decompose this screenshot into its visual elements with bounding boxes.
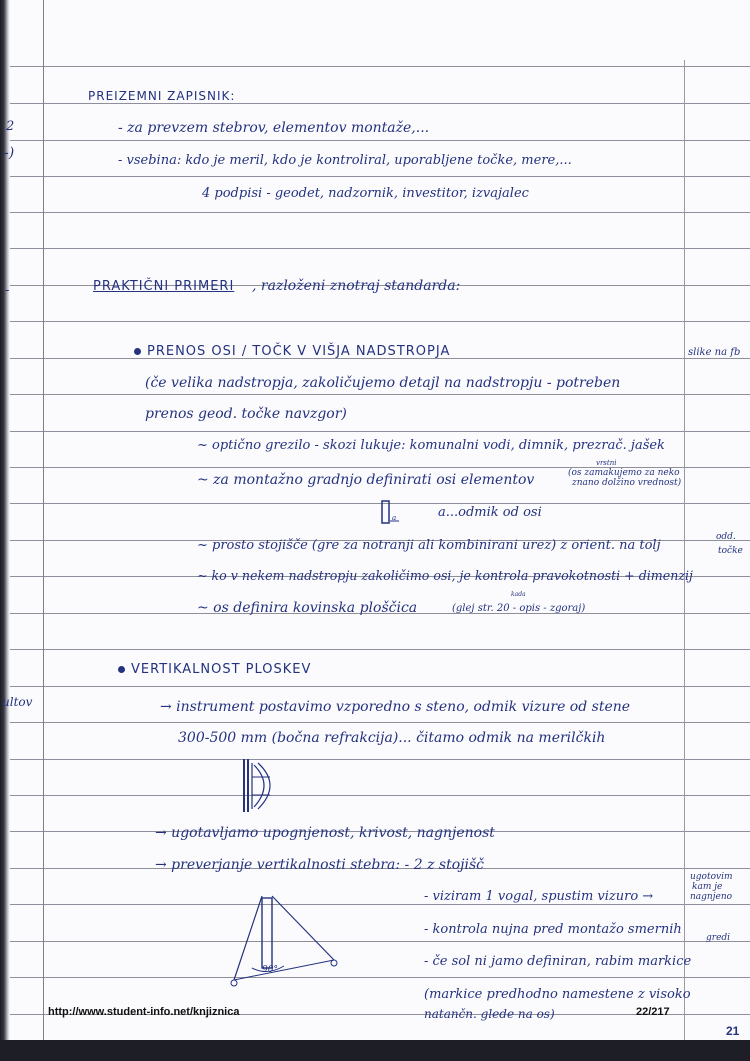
note-line: (markice predhodno namestene z visoko	[424, 987, 691, 1002]
note-line: ~ os definira kovinska ploščica	[197, 600, 418, 616]
note-line: ~ prosto stojišče (gre za notranji ali kombinirani urez) z orient. na tolj	[197, 538, 661, 553]
small-note: odd.	[716, 532, 736, 542]
note-line: 4 podpisi - geodet, nadzornik, investitor, izvajalec	[202, 186, 529, 201]
small-note: kada	[511, 591, 526, 598]
note-line: a...odmik od osi	[438, 505, 542, 520]
small-note: točke	[718, 546, 743, 556]
ruled-line	[10, 686, 750, 687]
left-margin-line	[43, 0, 44, 1040]
note-line: - vsebina: kdo je meril, kdo je kontroliral, uporabljene točke, mere,...	[118, 153, 572, 168]
ruled-line	[10, 649, 750, 650]
footer-url: http://www.student-info.net/knjiznica	[48, 1006, 240, 1018]
small-note: kam je	[692, 882, 723, 892]
note-line: - kontrola nujna pred montažo smernih	[424, 922, 682, 937]
heading-prakticni-primeri: PRAKTIČNI PRIMERI	[93, 279, 235, 294]
ruled-line	[10, 904, 750, 905]
bullet-dot	[134, 348, 141, 355]
ruled-line	[10, 321, 750, 322]
note-line: → ugotavljamo upognjenost, krivost, nagnjenost	[155, 825, 495, 841]
note-line: (če velika nadstropja, zakoličujemo detajl na nadstropju - potreben	[145, 375, 621, 391]
ruled-line	[10, 212, 750, 213]
note-line: ~ optično grezilo - skozi lukuje: komunalni vodi, dimnik, prezrač. jašek	[197, 438, 665, 453]
item-title-vertikalnost: VERTIKALNOST PLOSKEV	[131, 662, 312, 677]
ruled-line	[10, 176, 750, 177]
ruled-line	[10, 795, 750, 796]
note-line: ~ za montažno gradnjo definirati osi elementov	[197, 472, 535, 488]
ruled-line	[10, 722, 750, 723]
page-number: 21	[726, 1024, 740, 1038]
small-note: znano dolžino vrednost)	[572, 478, 682, 488]
ruled-line	[10, 394, 750, 395]
note-line: - viziram 1 vogal, spustim vizuro →	[424, 889, 654, 904]
note-line: - če sol ni jamo definiran, rabim markice	[424, 954, 692, 969]
ruled-line	[10, 759, 750, 760]
item-title-prenos-osi: PRENOS OSI / TOČK V VIŠJA NADSTROPJA	[147, 344, 451, 359]
small-note: ugotovim	[690, 872, 733, 882]
right-margin-line	[684, 60, 685, 1040]
margin-note-slike: slike na fb	[688, 347, 741, 358]
small-note: nagnjeno	[690, 892, 733, 902]
bullet-dot	[118, 666, 125, 673]
ruled-line	[10, 941, 750, 942]
wall-sketch	[236, 757, 286, 815]
margin-note-ultov: ultov	[2, 695, 33, 709]
ruled-line	[10, 66, 750, 67]
column-verticality-sketch	[222, 888, 352, 994]
offset-symbol-sketch	[380, 499, 402, 527]
note-line: - za prevzem stebrov, elementov montaže,...	[118, 120, 430, 136]
ruled-line	[10, 431, 750, 432]
margin-fragment: 2	[6, 119, 15, 134]
note-line: ~ ko v nekem nadstropju zakoličimo osi, je kontrola pravokotnosti + dimenzij	[197, 568, 693, 583]
note-line: prenos geod. točke navzgor)	[145, 406, 347, 422]
small-note: gredi	[706, 933, 731, 943]
ruled-line	[10, 140, 750, 141]
small-note: vrstni	[596, 459, 617, 467]
margin-fragment: -	[5, 283, 10, 298]
heading-suffix: , razloženi znotraj standarda:	[252, 278, 461, 294]
ruled-line	[10, 977, 750, 978]
margin-fragment: -)	[4, 145, 15, 161]
footer-page-count: 22/217	[636, 1006, 670, 1018]
note-line: natančn. glede na os)	[424, 1007, 555, 1021]
svg-text:a: a	[392, 514, 397, 522]
angle-label: 90°	[262, 965, 278, 975]
note-line: → instrument postavimo vzporedno s steno, odmik vizure od stene	[160, 699, 631, 715]
scan-bottom-edge	[0, 1040, 750, 1061]
ruled-line	[10, 248, 750, 249]
small-note: (glej str. 20 - opis - zgoraj)	[452, 603, 586, 614]
note-line: → preverjanje vertikalnosti stebra: - 2 z stojišč	[155, 857, 484, 873]
small-note: (os zamakujemo za neko	[568, 468, 680, 478]
heading-preizemni-zapisnik: PREIZEMNI ZAPISNIK:	[88, 89, 236, 103]
ruled-line	[10, 103, 750, 104]
note-line: 300-500 mm (bočna refrakcija)... čitamo odmik na merilčkih	[178, 730, 606, 746]
